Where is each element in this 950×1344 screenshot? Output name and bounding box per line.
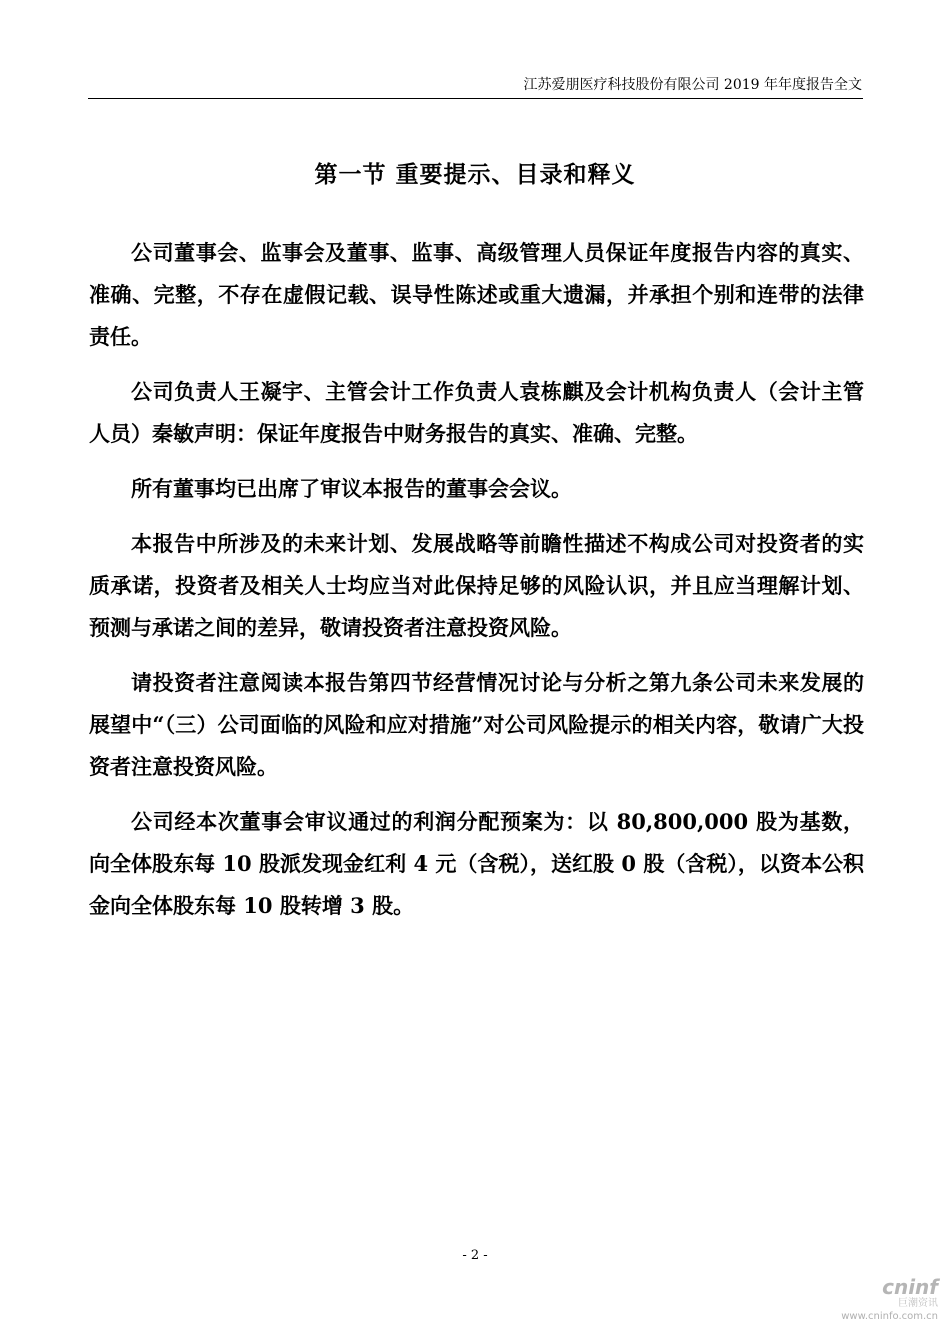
cninfo-subtitle: 巨潮资讯 [898,1298,938,1309]
cninfo-watermark [838,1276,938,1336]
cninfo-logo: cninf [882,1275,938,1299]
paragraph-attendance: 所有董事均已出席了审议本报告的董事会会议。 [131,476,572,501]
document-body [89,232,864,940]
section-title: 第一节 重要提示、目录和释义 [314,161,636,188]
paragraph-forward-looking: 本报告中所涉及的未来计划、发展战略等前瞻性描述不构成公司对投资者的实质承诺，投资者及相关人士均应当对此保持足够的风险认识，并且应当理解计划、预测与承诺之间的差异，敬请投资者注意投资风险。 [89,531,864,640]
page-number: - 2 - [462,1248,488,1263]
cninfo-url: www.cninfo.com.cn [841,1311,938,1322]
paragraph-responsibility: 公司董事会、监事会及董事、监事、高级管理人员保证年度报告内容的真实、准确、完整，不存在虚假记载、误导性陈述或重大遗漏，并承担个别和连带的法律责任。 [89,240,864,349]
running-header: 江苏爱朋医疗科技股份有限公司 2019 年年度报告全文 [523,77,862,93]
paragraph-profit-distribution: 公司经本次董事会审议通过的利润分配预案为：以 80,800,000 股为基数，向全体股东每 10 股派发现金红利 4 元（含税），送红股 0 股（含税），以资本公积金向全体股东每 10 股转增 3 股。 [89,809,864,918]
header-divider [88,98,863,99]
paragraph-declaration: 公司负责人王凝宇、主管会计工作负责人袁栋麒及会计机构负责人（会计主管人员）秦敏声明：保证年度报告中财务报告的真实、准确、完整。 [89,379,864,446]
paragraph-risk-notice: 请投资者注意阅读本报告第四节经营情况讨论与分析之第九条公司未来发展的展望中“（三）公司面临的风险和应对措施”对公司风险提示的相关内容，敬请广大投资者注意投资风险。 [89,670,864,779]
